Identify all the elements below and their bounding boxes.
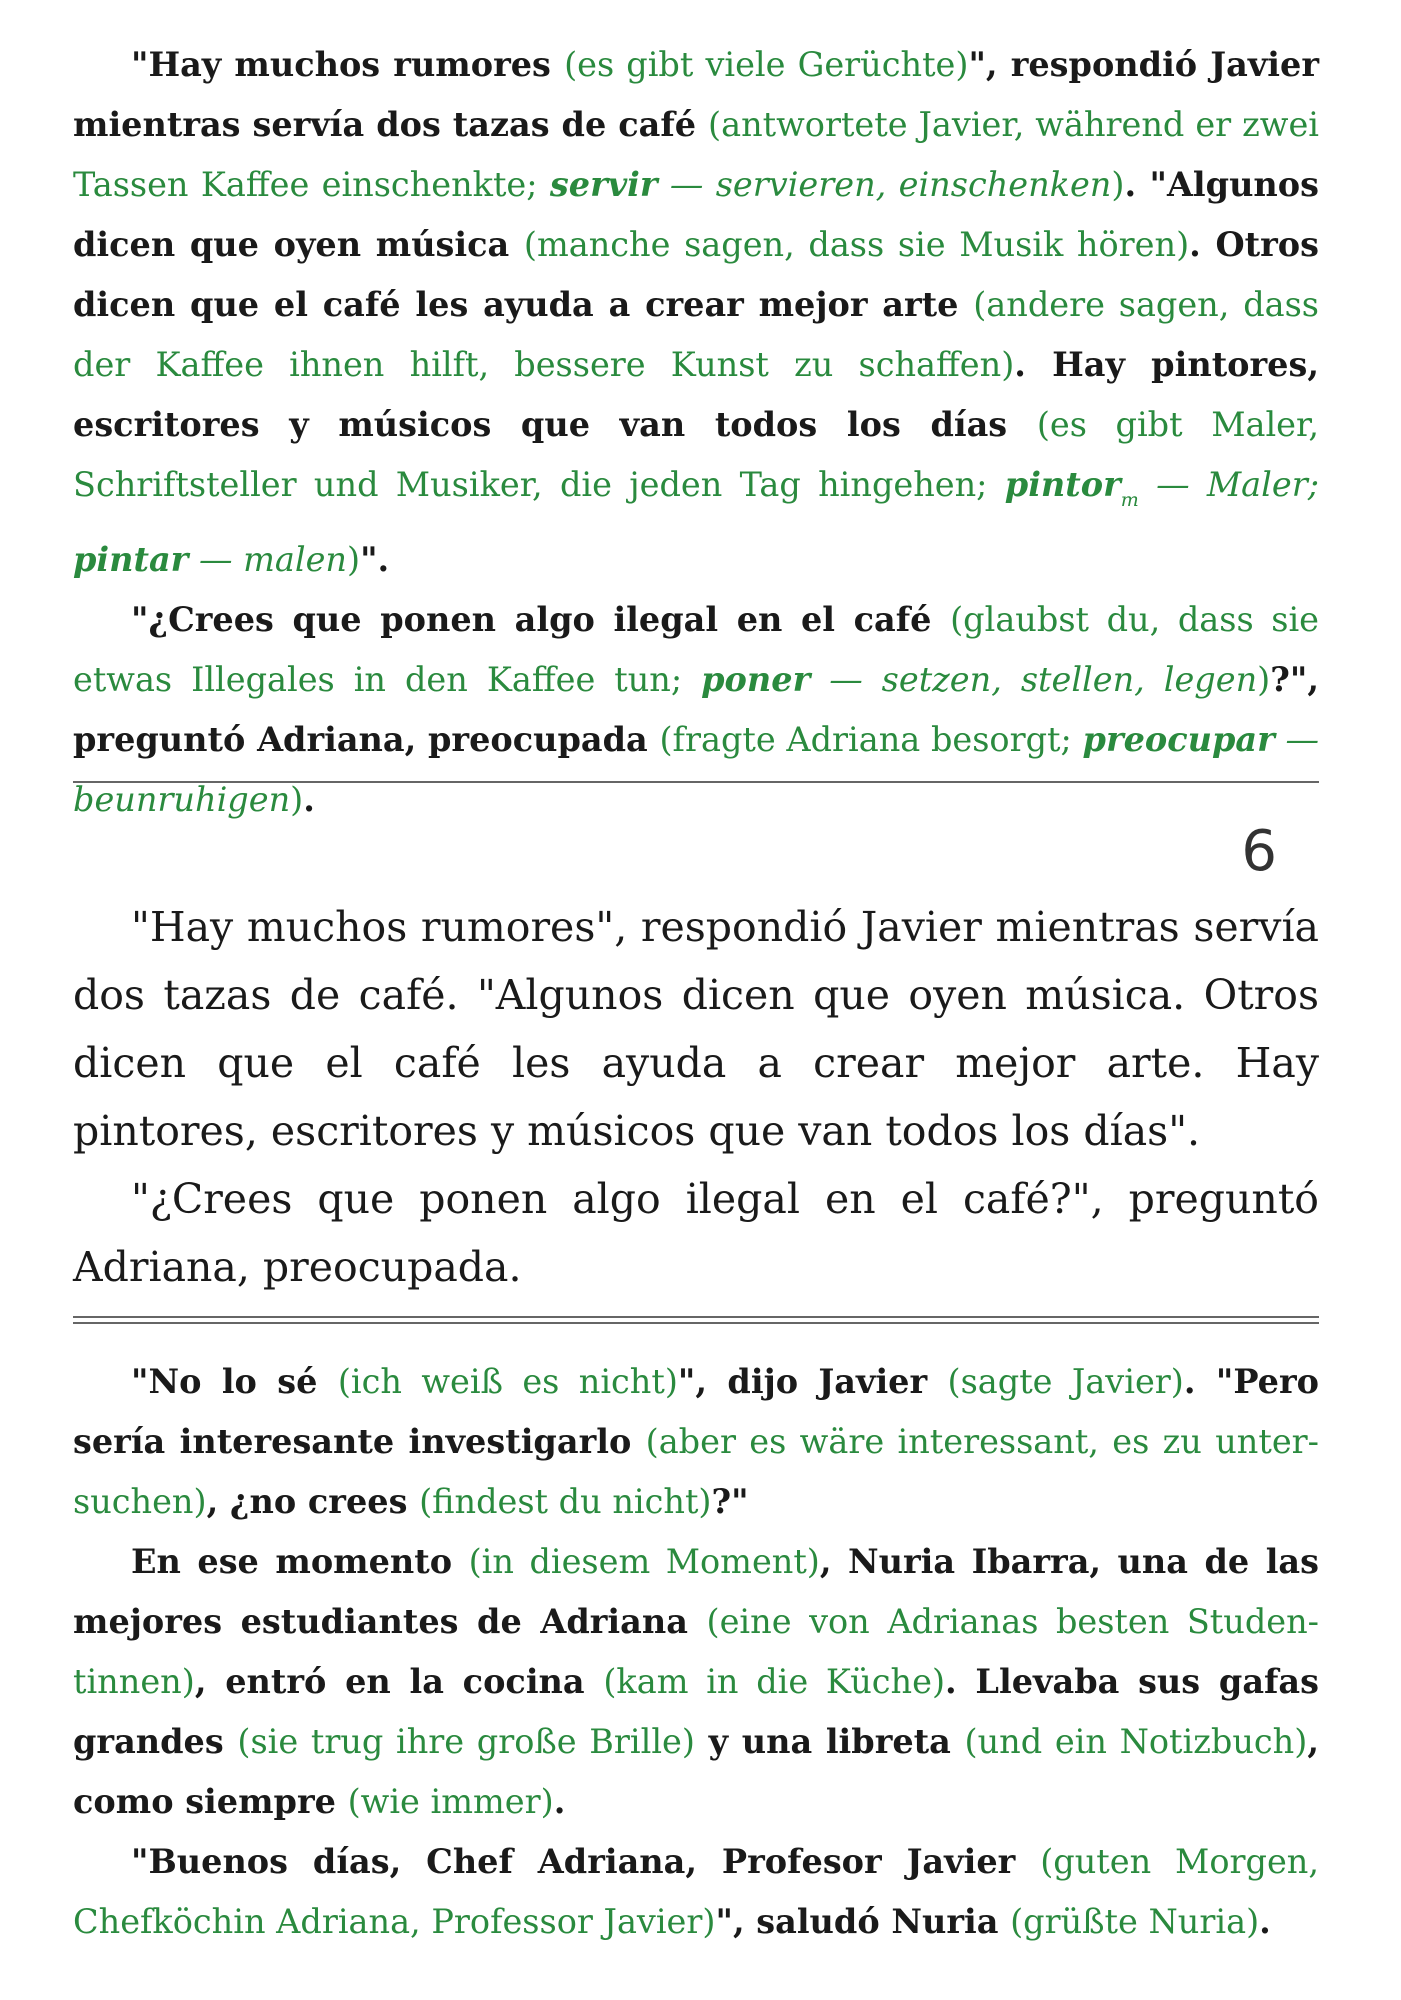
german-translation: ): [1257, 660, 1271, 699]
spanish-text: , entró en la cocina: [194, 1662, 604, 1701]
german-translation: (in diesem Moment): [468, 1542, 820, 1581]
plain-text-section: [73, 893, 1319, 1301]
german-translation: (wie immer): [347, 1782, 554, 1821]
annotated-paragraph: [73, 590, 1319, 830]
spanish-text: . Hay pintores, escritores y músicos que van todos los días: [73, 345, 1319, 444]
vocab-meaning: — beunruhigen: [73, 720, 1319, 819]
spanish-text: "¿Crees que ponen algo ilegal en el café: [131, 600, 951, 639]
german-translation: (sagte Javier): [947, 1362, 1184, 1401]
spanish-text: ", dijo Javier: [677, 1362, 948, 1401]
annotated-paragraph: [73, 1352, 1319, 1532]
spanish-text: y una libreta: [694, 1722, 965, 1761]
german-translation: (und ein Notizbuch): [964, 1722, 1308, 1761]
plain-paragraph: "Hay muchos rumores", respondió Javier mientras servía dos tazas de café. "Algunos dicen que oyen música. Otros dicen que el café les ayuda a crear mejor arte. Hay pintores, escritores y músicos que van todos los días".: [73, 903, 1319, 1155]
vocab-word: preocupar: [1082, 720, 1275, 759]
german-translation: (ich weiß es nicht): [337, 1362, 678, 1401]
spanish-text: "Hay muchos rumores: [131, 45, 565, 84]
german-translation: (glaubst du, dass sie etwas Illegales in den Kaffee tun;: [73, 600, 1319, 699]
german-translation: ): [290, 780, 304, 819]
german-translation: (guten Morgen, Chefköchin Adriana, Professor Javier): [73, 1842, 1319, 1941]
spanish-text: . "Algunos dicen que oyen música: [73, 165, 1319, 264]
annotated-section-top: [73, 35, 1319, 830]
spanish-text: , Nuria Ibarra, una de las mejores estudiantes de Adriana: [73, 1542, 1320, 1641]
vocab-meaning: — malen: [188, 540, 347, 579]
spanish-text: ?", preguntó Adriana, preocupada: [73, 660, 1319, 759]
section-divider: [73, 781, 1319, 783]
german-translation: (kam in die Küche): [603, 1662, 946, 1701]
german-translation: (fragte Adriana besorgt;: [659, 720, 1083, 759]
german-translation: (eine von Adrianas besten Studentinnen): [73, 1602, 1319, 1701]
double-divider: [73, 1316, 1319, 1324]
spanish-text: . Otros dicen que el café les ayuda a crear mejor arte: [73, 225, 1319, 324]
plain-paragraph: "¿Crees que ponen algo ilegal en el café?", preguntó Adriana, preocupada.: [73, 1175, 1319, 1291]
german-translation: (es gibt viele Gerüchte): [564, 45, 969, 84]
chapter-number: 6: [1241, 819, 1277, 884]
vocab-word: pintar: [73, 540, 189, 579]
spanish-text: ", respondió Javier mientras servía dos tazas de café: [73, 45, 1319, 144]
german-translation: ): [1111, 165, 1125, 204]
spanish-text: . Llevaba sus gafas grandes: [73, 1662, 1319, 1761]
spanish-text: "Buenos días, Chef Adriana, Profesor Javier: [131, 1842, 1041, 1881]
spanish-text: ".: [360, 540, 390, 579]
vocab-word: servir: [549, 165, 658, 204]
annotated-paragraph: [73, 35, 1319, 590]
german-translation: (es gibt Maler, Schriftsteller und Musiker, die jeden Tag hingehen;: [73, 405, 1319, 504]
spanish-text: "No lo sé: [131, 1362, 338, 1401]
spanish-text: ", saludó Nuria: [715, 1902, 1011, 1941]
german-translation: (andere sagen, dass der Kaffee ihnen hilft, bessere Kunst zu schaffen): [73, 285, 1320, 384]
annotated-paragraph: [73, 1532, 1319, 1832]
german-translation: ): [347, 540, 361, 579]
spanish-text: .: [553, 1782, 566, 1821]
german-translation: (aber es wäre interessant, es zu untersuchen): [73, 1422, 1319, 1521]
spanish-text: En ese momento: [131, 1542, 469, 1581]
spanish-text: .: [1259, 1902, 1271, 1941]
spanish-text: , como siempre: [73, 1722, 1319, 1821]
vocab-meaning: — Maler;: [1138, 465, 1319, 504]
german-translation: (sie trug ihre große Brille): [237, 1722, 695, 1761]
spanish-text: ?": [711, 1482, 749, 1521]
spanish-text: , ¿no crees: [206, 1482, 420, 1521]
german-translation: (manche sagen, dass sie Musik hören): [523, 225, 1190, 264]
spanish-text: .: [303, 780, 315, 819]
annotated-paragraph: [73, 1832, 1319, 1952]
vocab-meaning: — setzen, stellen, legen: [810, 660, 1258, 699]
vocab-word: pintor: [1004, 465, 1121, 504]
annotated-section-bottom: [73, 1352, 1319, 1952]
german-translation: (grüßte Nuria): [1010, 1902, 1260, 1941]
gender-marker: m: [1120, 489, 1139, 511]
vocab-meaning: — servieren, einschenken: [657, 165, 1112, 204]
spanish-text: . "Pero sería interesante investigarlo: [73, 1362, 1319, 1461]
german-translation: (antwortete Javier, während er zwei Tassen Kaffee einschenkte;: [73, 105, 1319, 204]
german-translation: (findest du nicht): [419, 1482, 712, 1521]
vocab-word: poner: [701, 660, 811, 699]
